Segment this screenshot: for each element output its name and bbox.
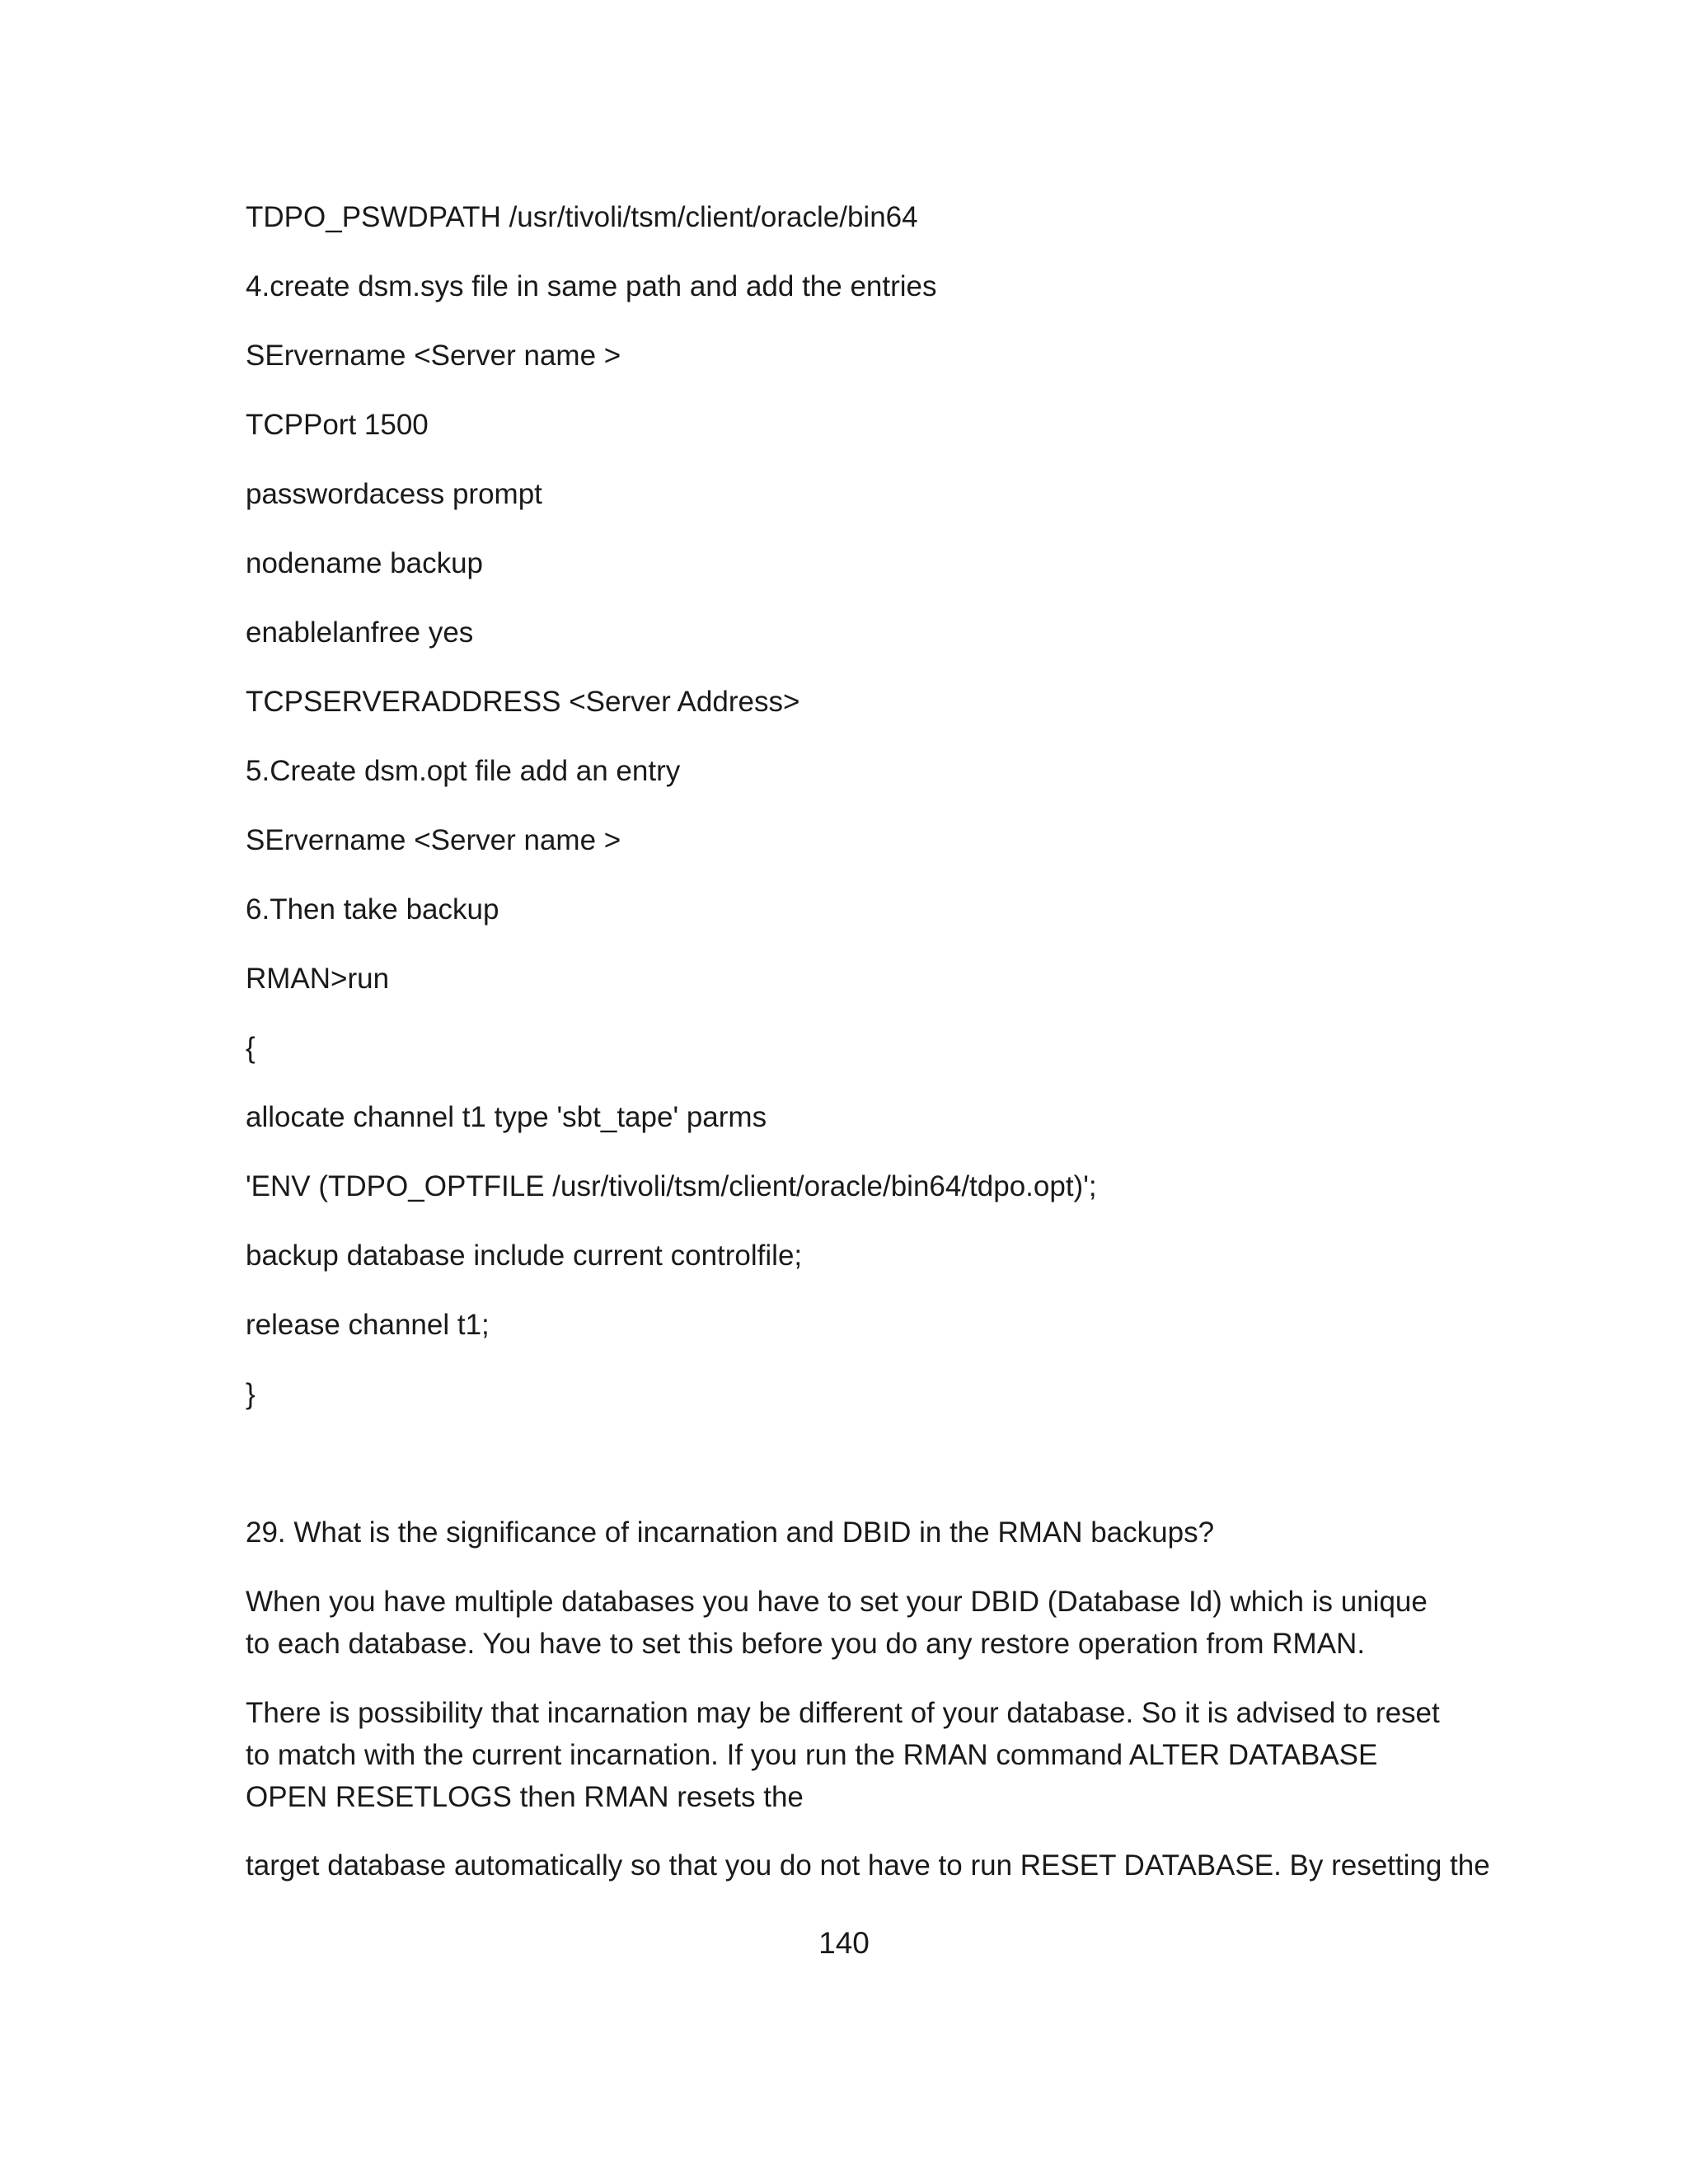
text-line-servername: SErvername <Server name > <box>246 340 621 372</box>
text-line-servername-opt: SErvername <Server name > <box>246 824 621 856</box>
text-line-backup-database: backup database include current controlfile; <box>246 1240 803 1272</box>
text-line-rman-run: RMAN>run <box>246 963 390 995</box>
answer-paragraph-reset: target database automatically so that you do not have to run RESET DATABASE. By resetting the <box>246 1849 1490 1882</box>
text-line-enablelanfree: enablelanfree yes <box>246 616 474 649</box>
text-line-passwordaccess: passwordacess prompt <box>246 478 542 510</box>
question-heading: 29. What is the significance of incarnation and DBID in the RMAN backups? <box>246 1516 1215 1549</box>
answer-paragraph-incarnation: There is possibility that incarnation may be different of your database. So it is advised to reset to match with the current incarnation. If you run the RMAN command ALTER DATABASE OPEN RESETLOGS then RMAN resets the <box>246 1697 1440 1813</box>
text-line-step-6: 6.Then take backup <box>246 893 499 926</box>
text-line-open-brace: { <box>246 1032 256 1064</box>
text-line-release-channel: release channel t1; <box>246 1309 490 1341</box>
text-line-tcpserveraddress: TCPSERVERADDRESS <Server Address> <box>246 686 800 718</box>
text-line-tdpo-pswdpath: TDPO_PSWDPATH /usr/tivoli/tsm/client/oracle/bin64 <box>246 201 918 233</box>
answer-paragraph-dbid: When you have multiple databases you have to set your DBID (Database Id) which is unique to each database. You have to set this before you do any restore operation from RMAN. <box>246 1586 1428 1660</box>
text-line-step-5: 5.Create dsm.opt file add an entry <box>246 755 681 787</box>
text-line-nodename: nodename backup <box>246 547 483 579</box>
text-line-env-optfile: 'ENV (TDPO_OPTFILE /usr/tivoli/tsm/client/oracle/bin64/tdpo.opt)'; <box>246 1170 1097 1202</box>
text-line-step-4: 4.create dsm.sys file in same path and add the entries <box>246 270 937 302</box>
page-number: 140 <box>818 1926 870 1960</box>
text-line-allocate-channel: allocate channel t1 type 'sbt_tape' parms <box>246 1101 767 1133</box>
text-line-close-brace: } <box>246 1378 256 1410</box>
text-line-tcpport: TCPPort 1500 <box>246 409 429 441</box>
